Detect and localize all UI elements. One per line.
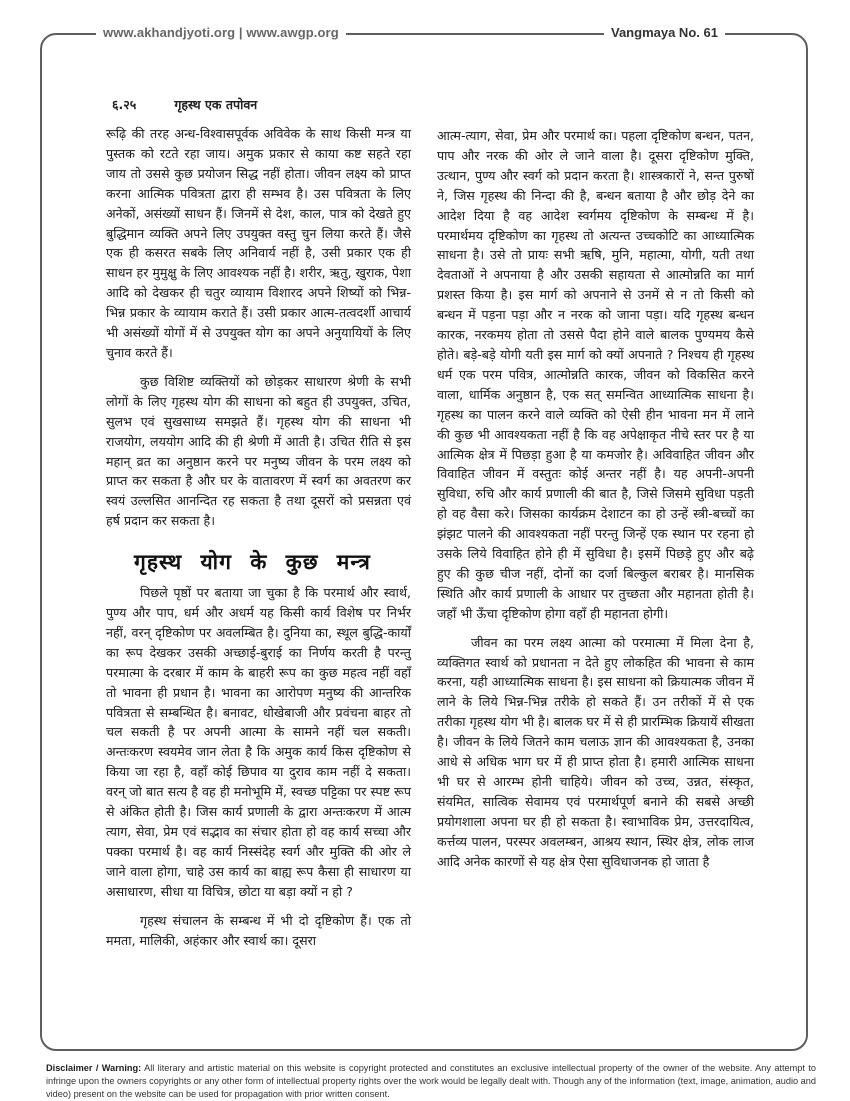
page-content: [106, 96, 758, 1016]
paragraph: कुछ विशिष्ट व्यक्तियों को छोड़कर साधारण श्रेणी के सभी लोगों के लिए गृहस्थ योग की साधना को बहुत ही उपयुक्त, उचित, सुलभ एवं सुखसाध्य समझते हैं। गृहस्थ योग की साधना भी राजयोग, लययोग आदि की ही श्रेणी में आती है। उचित रीति से इस महान् व्रत का अनुष्ठान करने पर मनुष्य जीवन के परम लक्ष्य को प्राप्त कर सकता है और घर के वातावरण में स्वर्ग का अवतरण कर स्वयं उल्लसित आनन्दित रह सकता है तथा दूसरों को प्रसन्नता एवं हर्ष प्रदान कर सकता है।: [106, 373, 411, 529]
subheading: गृहस्थ योग के कुछ मन्त्र: [134, 550, 371, 575]
paragraph: जीवन का परम लक्ष्य आत्मा को परमात्मा में मिला देना है, व्यक्तिगत स्वार्थ को प्रधानता न देते हुए लोकहित की भावना से काम करना, यही आध्यात्मिक साधना है। इस साधना को क्रियात्मक जीवन में लाने के लिये भिन्न-भिन्न तरीके हो सकते हैं। उन तरीकों में से एक तरीका गृहस्थ योग भी है। बालक घर में से ही प्रारम्भिक क्रियायें सीखता है। जीवन के लिये जितने काम चलाऊ ज्ञान की आवश्यकता है, उनका आधे से अधिक भाग घर में ही प्राप्त होता है। हमारी आत्मिक साधना भी घर से आरम्भ होनी चाहिये। जीवन को उच्च, उन्नत, संस्कृत, संयमित, सात्विक सेवामय एवं परमार्थपूर्ण बनाने की सबसे अच्छी प्रयोगशाला अपना घर ही हो सकता है। स्वाभाविक प्रेम, उत्तरदायित्व, कर्त्तव्य पालन, परस्पर अवलम्बन, आश्रय स्थान, स्थिर क्षेत्र, लोक लाज आदि अनेक कारणों से यह क्षेत्र ऐसा सुविधाजनक हो जाता है: [437, 634, 754, 869]
header-volume-number: Vangmaya No. 61: [604, 24, 725, 42]
paragraph: आत्म-त्याग, सेवा, प्रेम और परमार्थ का। पहला दृष्टिकोण बन्धन, पतन, पाप और नरक की ओर ले जाने वाला है। दूसरा दृष्टिकोण मुक्ति, उत्थान, पुण्य और स्वर्ग को प्रदान करता है। शास्त्रकारों ने, सन्त पुरुषों ने, जिस गृहस्थ की निन्दा की है, बन्धन बताया है और छोड़ देने का आदेश दिया है वह आदेश स्वर्गमय दृष्टिकोण के सम्बन्ध में है। परमार्थमय दृष्टिकोण का गृहस्थ तो अत्यन्त उच्चकोटि का आध्यात्मिक साधना है। उसे तो प्रायः सभी ऋषि, मुनि, महात्मा, योगी, यती तथा देवताओं ने अपनाया है और उसकी सहायता से आत्मोन्नति का मार्ग प्रशस्त किया है। इस मार्ग को अपनाने से उनमें से न तो किसी को बन्धन में पड़ना पड़ा और न नरक को जाना पड़ा। यदि गृहस्थ बन्धन कारक, नरकमय होता तो उससे पैदा होने वाले बालक पुण्यमय कैसे होते। बड़े-बड़े योगी यती इस मार्ग को क्यों अपनाते ? निश्चय ही गृहस्थ धर्म एक परम पवित्र, आत्मोन्नति कारक, जीवन को विकसित करने वाला, धार्मिक अनुष्ठान है, एक सत् समन्वित आध्यात्मिक साधना है। गृहस्थ का पालन करने वाले व्यक्ति को ऐसी हीन भावना मन में लाने की कुछ भी आवश्यकता नहीं है कि वह अपेक्षाकृत नीचे स्तर पर है या आत्मिक क्षेत्र में पिछड़ा हुआ है या कमजोर है। अविवाहित जीवन और विवाहित जीवन में वस्तुतः कोई अन्तर नहीं है। यह अपनी-अपनी सुविधा, रुचि और कार्य प्रणाली की बात है, जिसे जिसमे सुविधा पड़ती हो वह वैसा करे। जिसका कार्यक्रम देशाटन का हो उन्हें स्त्री-बच्चों का झंझट पालने की आवश्यकता नहीं परन्तु जिन्हें एक स्थान पर रहना हो उसके लिये विवाहित होने ही में सुविधा है। इसमें पिछड़े हुए और बढ़े हुए की कुछ चीज नहीं, दोनों का दर्जा बिल्कुल बराबर है। मानसिक स्थिति और कार्य प्रणाली के आधार पर तुच्छता और महानता होती है। जहाँ भी ऊँचा दृष्टिकोण होगा वहाँ ही महानता होगी।: [437, 128, 754, 621]
section-title: गृहस्थ एक तपोवन: [174, 97, 258, 112]
disclaimer-text: All literary and artistic material on this website is copyright protected and constitutes an exclusive intellectual property of the owner of the website. Any attempt to infringe upon the owners copyrights or any other form of intellectual property rights over the work would be legally dealt with. Though any of the information (text, image, animation, audio and video) present on the website can be used for propagation with prior written consent.: [46, 1063, 816, 1099]
left-column: [106, 124, 411, 959]
header-site-links[interactable]: www.akhandjyoti.org | www.awgp.org: [96, 24, 346, 42]
section-heading: [112, 96, 257, 113]
right-column: [437, 126, 754, 881]
disclaimer: [46, 1062, 816, 1101]
paragraph: रूढ़ि की तरह अन्ध-विश्वासपूर्वक अविवेक के साथ किसी मन्त्र या पुस्तक को रटते रहा जाय। अमुक प्रकार से काया कष्ट सहते रहा जाय तो उससे कुछ प्रयोजन सिद्ध नहीं होता। जीवन लक्ष्य को प्राप्त करना आत्मिक पवित्रता द्वारा ही सम्भव है। उस पवित्रता के लिए अनेकों, असंख्यों साधन हैं। जिनमें से देश, काल, पात्र को देखते हुए बुद्धिमान व्यक्ति अपने लिए उपयुक्त वस्तु चुन लिया करते हैं। जैसे एक ही कसरत सबके लिए अनिवार्य नहीं है, उसी प्रकार एक ही साधन हर मुमुक्षु के लिए आवश्यक नहीं है। शरीर, ऋतु, खुराक, पेशा आदि को देखकर ही चतुर व्यायाम विशारद अपने शिष्यों को भिन्न-भिन्न प्रकार के व्यायाम कराते हैं। उसी प्रकार आत्म-तत्वदर्शी आचार्य भी असंख्यों योगों में से उपयुक्त योग का अपने अनुयायियों के लिए चुनाव करते हैं।: [106, 126, 411, 360]
paragraph: गृहस्थ संचालन के सम्बन्ध में भी दो दृष्टिकोण हैं। एक तो ममता, मालिकी, अहंकार और स्वार्थ का। दूसरा: [106, 912, 411, 948]
paragraph: पिछले पृष्ठों पर बताया जा चुका है कि परमार्थ और स्वार्थ, पुण्य और पाप, धर्म और अधर्म यह किसी कार्य विशेष पर निर्भर नहीं, वरन् दृष्टिकोण पर अवलम्बित है। दुनिया का, स्थूल बुद्धि-कार्यों का रूप देखकर उसकी अच्छाई-बुराई का निर्णय करती है परन्तु परमात्मा के दरबार में काम के बाहरी रूप का कुछ महत्व नहीं वहाँ तो भावना ही प्रधान है। भावना का आरोपण मनुष्य की आन्तरिक पवित्रता से सम्बन्धित है। बनावट, धोखेबाजी और प्रवंचना बाहर तो चल सकती है पर अपनी आत्मा के सामने नहीं चल सकती। अन्तःकरण स्वयमेव जान लेता है कि अमुक कार्य किस दृष्टिकोण से किया जा रहा है, वहाँ कोई छिपाव या दुराव काम नहीं दे सकता। वरन् जो बात सत्य है वह ही मनोभूमि में, स्वच्छ पट्टिका पर स्पष्ट रूप से अंकित होती है। जिस कार्य प्रणाली के द्वारा अन्तःकरण में आत्म त्याग, सेवा, प्रेम एवं सद्भाव का संचार होता हो वह कार्य सच्चा और पक्का परमार्थ है। वह कार्य निस्संदेह स्वर्ग और मुक्ति की ओर ले जाने वाला होगा, चाहे उस कार्य का बाह्य रूप कैसा ही साधारण या असाधारण, सीधा या विचित्र, छोटा या बड़ा क्यों न हो ?: [106, 585, 411, 899]
disclaimer-label: Disclaimer / Warning:: [46, 1063, 142, 1073]
section-number: ६.२५: [112, 97, 137, 112]
